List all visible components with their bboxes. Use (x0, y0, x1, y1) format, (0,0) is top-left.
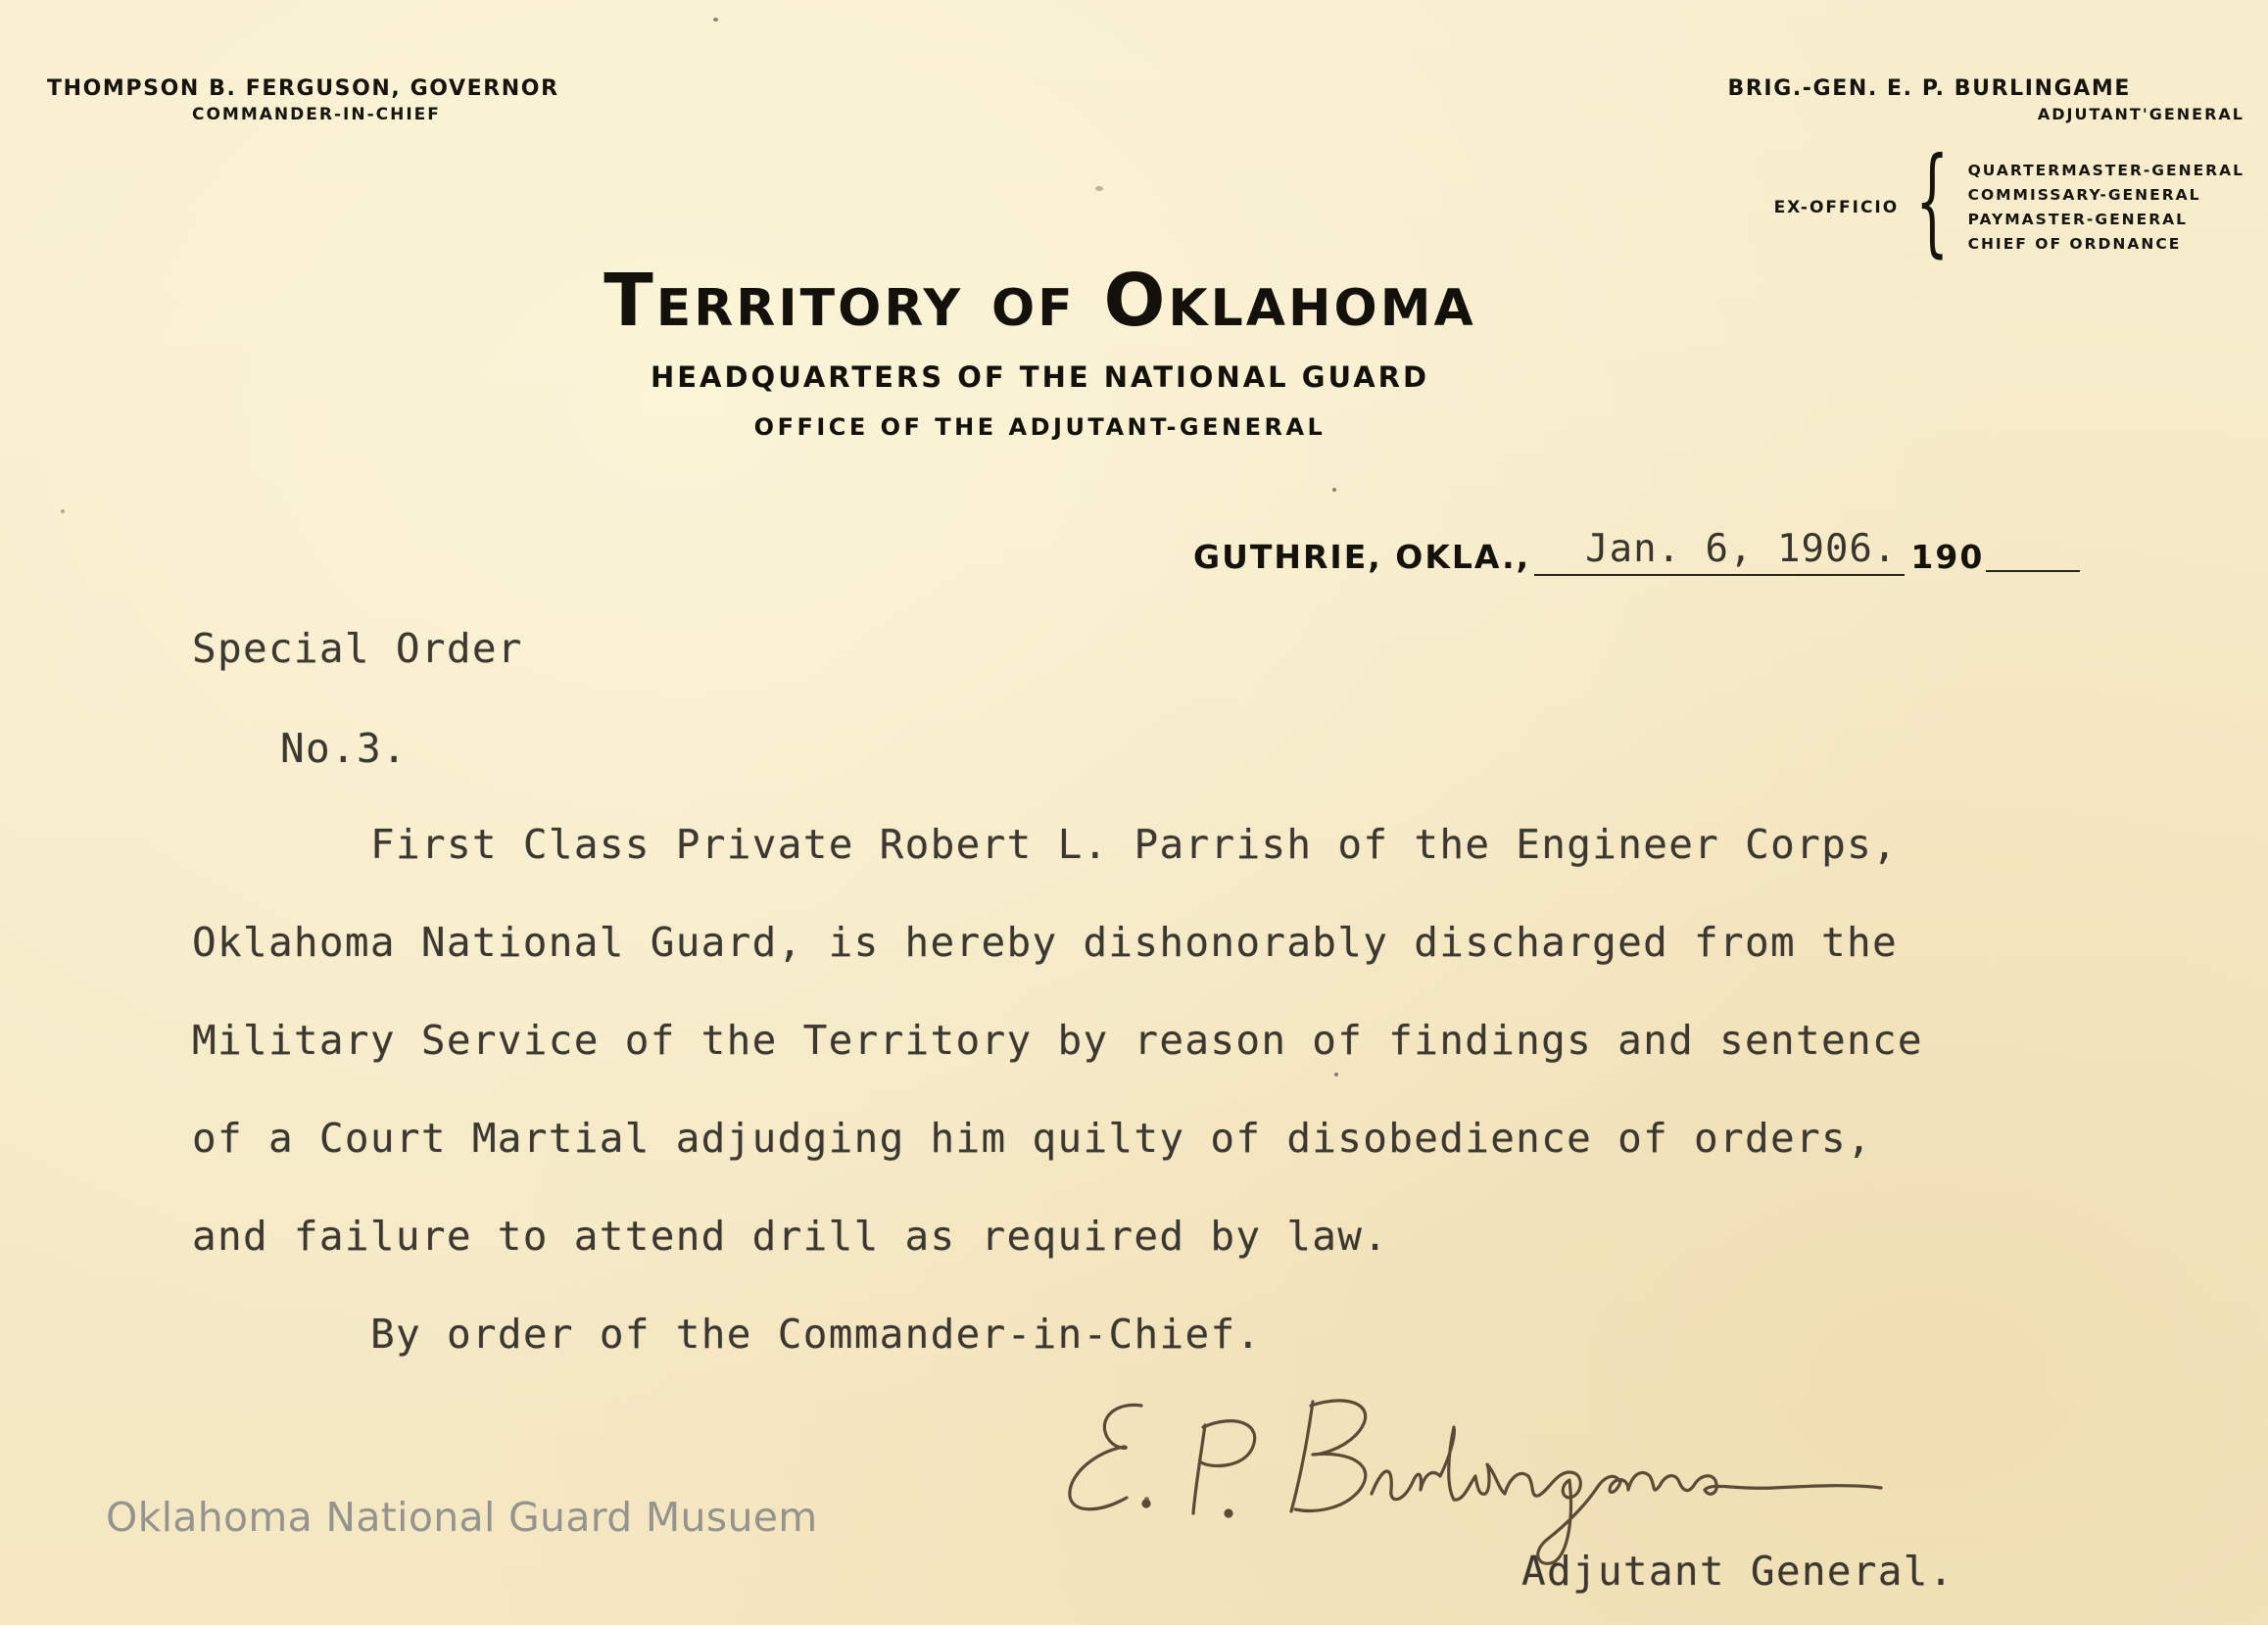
letterhead-title-block (0, 259, 2174, 441)
order-closing: By order of the Commander-in-Chief. (370, 1311, 1262, 1358)
order-heading: Special Order (192, 625, 523, 672)
paper-fleck (61, 509, 65, 513)
ex-officio-role: CHIEF OF ORDNANCE (1967, 235, 2182, 253)
ex-officio-label: EX-OFFICIO (1773, 198, 1900, 217)
order-number: No.3. (280, 725, 408, 772)
ex-officio-role: COMMISSARY-GENERAL (1967, 186, 2201, 204)
governor-title: COMMANDER-IN-CHIEF (192, 105, 441, 124)
order-body-line: Military Service of the Territory by reason of findings and sentence (192, 1017, 1923, 1064)
document-subtitle: HEADQUARTERS OF THE NATIONAL GUARD (650, 360, 1430, 394)
signature-title: Adjutant General. (1521, 1548, 1954, 1595)
brace-glyph: { (1915, 133, 1950, 269)
office-line: OFFICE OF THE ADJUTANT-GENERAL (753, 413, 1327, 441)
dateline (1193, 527, 2080, 576)
paper-fleck (713, 18, 718, 22)
order-body-line: and failure to attend drill as required by law. (192, 1213, 1389, 1260)
paper-fleck (1095, 186, 1103, 191)
paper-fleck (1334, 1073, 1338, 1076)
letterhead-governor (47, 76, 559, 124)
governor-name: THOMPSON B. FERGUSON, GOVERNOR (47, 76, 559, 101)
ex-officio-block (1773, 133, 2244, 269)
adjutant-name: BRIG.-GEN. E. P. BURLINGAME (1727, 76, 2131, 101)
dateline-date: Jan. 6, 1906. (1534, 527, 1905, 576)
ex-officio-role: QUARTERMASTER-GENERAL (1967, 162, 2244, 179)
dateline-place: GUTHRIE, OKLA., (1193, 538, 1531, 576)
paper-fleck (1332, 488, 1336, 492)
dateline-underline (1986, 569, 2080, 572)
document-title: Territory of Oklahoma (603, 259, 1476, 343)
order-body-line: of a Court Martial adjudging him quilty of disobedience of orders, (192, 1115, 1872, 1162)
order-body-line: Oklahoma National Guard, is hereby dishonorably discharged from the (192, 919, 1898, 966)
adjutant-title: ADJUTANT'GENERAL (2037, 105, 2244, 123)
ex-officio-roles (1968, 159, 2244, 257)
museum-watermark: Oklahoma National Guard Musuem (106, 1494, 818, 1541)
ex-officio-role: PAYMASTER-GENERAL (1967, 211, 2189, 228)
dateline-year-prefix: 190 (1910, 538, 1985, 576)
order-body-line: First Class Private Robert L. Parrish of the Engineer Corps, (370, 821, 1899, 868)
letterhead-adjutant (1728, 76, 2245, 123)
